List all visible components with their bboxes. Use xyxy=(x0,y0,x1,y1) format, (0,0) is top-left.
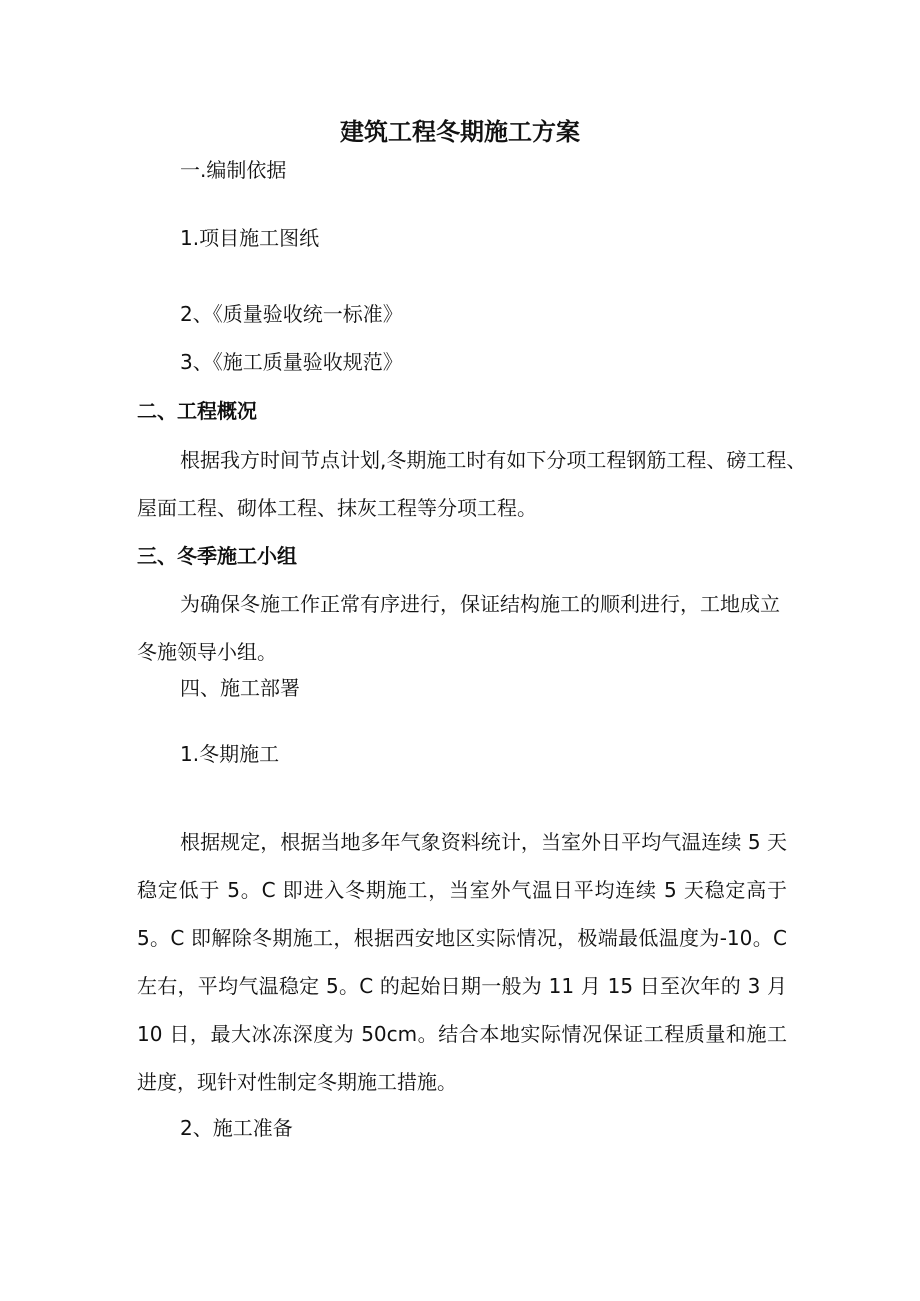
section-1-item-1: 1.项目施工图纸 xyxy=(180,226,320,250)
section-1-heading: 一.编制依据 xyxy=(180,158,287,182)
section-2-paragraph-line-1: 根据我方时间节点计划,冬期施工时有如下分项工程钢筋工程、磅工程、 xyxy=(180,448,807,472)
document-title: 建筑工程冬期施工方案 xyxy=(340,118,580,146)
section-1-item-3: 3、《施工质量验收规范》 xyxy=(180,350,403,374)
section-3-paragraph-line-2: 冬施领导小组。 xyxy=(137,640,277,664)
section-4-paragraph-text: 根据规定，根据当地多年气象资料统计，当室外日平均气温连续 5 天稳定低于 5。C 即进入冬期施工，当室外气温日平均连续 5 天稳定高于 5。C 即解除冬期施工，根据西安地区实际情况，极端最低温度为-10。C 左右，平均气温稳定 5。C 的起始日期一般为 11 月 15 日至次年的 3 月 10 日，最大冰冻深度为 50cm。结合本地实际情况保证工程质量和施工进度，现针对性制定冬期施工措施。 xyxy=(137,830,787,1094)
section-3-heading: 三、冬季施工小组 xyxy=(137,544,297,568)
section-4-subheading-2: 2、施工准备 xyxy=(180,1116,293,1140)
section-3-paragraph-line-1: 为确保冬施工作正常有序进行，保证结构施工的顺利进行，工地成立 xyxy=(180,592,780,616)
section-2-paragraph-line-2: 屋面工程、砌体工程、抹灰工程等分项工程。 xyxy=(137,496,537,520)
section-4-heading: 四、施工部署 xyxy=(180,676,300,700)
section-4-paragraph xyxy=(137,818,787,1106)
section-2-heading: 二、工程概况 xyxy=(137,399,257,423)
section-1-item-2: 2、《质量验收统一标准》 xyxy=(180,302,403,326)
section-4-subheading-1: 1.冬期施工 xyxy=(180,742,280,766)
